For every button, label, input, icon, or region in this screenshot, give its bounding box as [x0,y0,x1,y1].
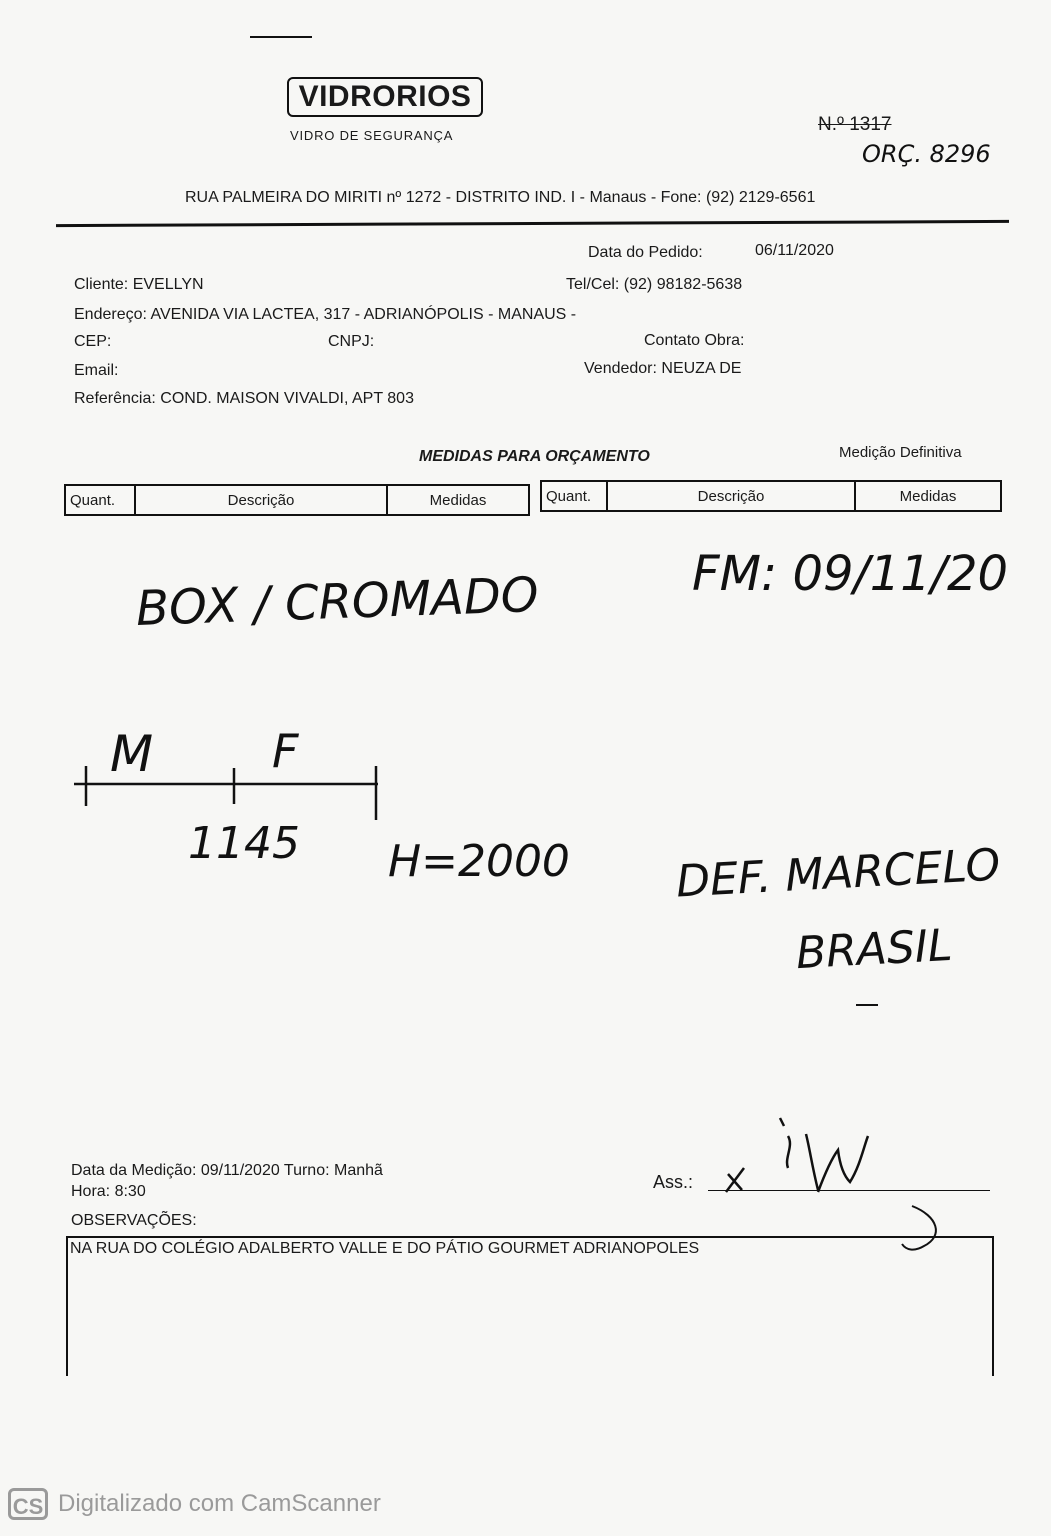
document-number: N.º 1317 [818,114,892,135]
handwritten-date-note: FM: 09/11/20 [692,546,1009,602]
definitive-label: Medição Definitiva [839,444,962,461]
signature [714,1106,954,1256]
measure-table-left [64,484,530,516]
handwritten-height: H=2000 [388,836,570,887]
handwritten-name-note: BRASIL [794,919,954,980]
time-field: Hora: 8:30 [71,1183,146,1200]
col-qty: Quant. [541,481,607,511]
quote-number: ORÇ. 8296 [862,140,991,168]
handwritten-box-note: BOX / CROMADO [135,566,540,638]
company-logo: VIDRORIOS [287,77,483,117]
handwritten-f-label: F [272,724,299,778]
top-mark [250,36,312,38]
contact-field: Contato Obra: [644,332,745,349]
handwritten-dash [856,1004,878,1006]
camscanner-text: Digitalizado com CamScanner [58,1490,381,1517]
signature-label: Ass.: [653,1172,694,1192]
phone-field: Tel/Cel: (92) 98182-5638 [566,276,743,293]
company-tagline: VIDRO DE SEGURANÇA [290,128,454,143]
observations-label: OBSERVAÇÕES: [71,1212,197,1229]
seller-field: Vendedor: NEUZA DE [584,360,742,377]
handwritten-width: 1145 [188,818,300,869]
col-qty: Quant. [65,485,135,515]
camscanner-logo: CS [8,1488,48,1520]
client-field: Cliente: EVELLYN [74,276,204,293]
observations-text: NA RUA DO COLÉGIO ADALBERTO VALLE E DO PÁTIO GOURMET ADRIANOPOLES [70,1240,700,1257]
reference-field: Referência: COND. MAISON VIVALDI, APT 803 [74,390,414,407]
email-field: Email: [74,362,119,379]
handwritten-def-note: DEF. MARCELO [674,839,1002,908]
col-measure: Medidas [855,481,1001,511]
order-date-value: 06/11/2020 [755,242,834,259]
handwritten-m-label: M [110,725,154,783]
order-date-label: Data do Pedido: [588,244,703,261]
measure-date-field: Data da Medição: 09/11/2020 Turno: Manhã [71,1162,383,1179]
cep-field: CEP: [74,333,112,350]
table-title: MEDIDAS PARA ORÇAMENTO [419,448,650,465]
col-description: Descrição [135,485,387,515]
company-address: RUA PALMEIRA DO MIRITI nº 1272 - DISTRITO IND. I - Manaus - Fone: (92) 2129-6561 [185,189,816,206]
header-divider [56,220,1009,227]
measure-table-right [540,480,1002,512]
col-measure: Medidas [387,485,529,515]
address-field: Endereço: AVENIDA VIA LACTEA, 317 - ADRIANÓPOLIS - MANAUS - [74,306,577,323]
cnpj-field: CNPJ: [328,333,375,350]
col-description: Descrição [607,481,855,511]
